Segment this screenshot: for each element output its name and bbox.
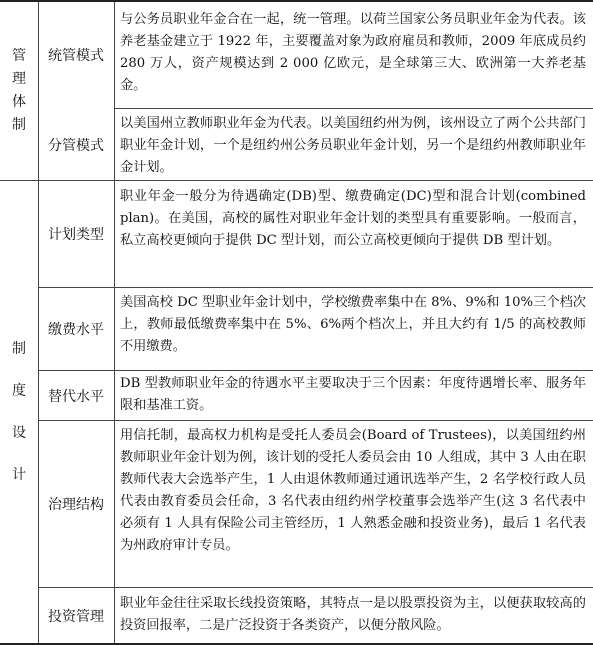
category-label: 制度设计 bbox=[11, 341, 26, 483]
row-divider bbox=[114, 108, 593, 109]
mode-label-separate: 分管模式 bbox=[48, 137, 104, 154]
row-description: DB 型教师职业年金的待遇水平主要取决于三个因素：年度待遇增长率、服务年限和基准工资。 bbox=[120, 376, 586, 413]
mode-label-unified: 统管模式 bbox=[48, 48, 104, 64]
row-divider bbox=[38, 287, 593, 288]
row-description: 用信托制，最高权力机构是受托人委员会(Board of Trustees)，以美国纽约州教师职业年金计划为例，该计划的受托人委员会由 10 人组成，其中 3 人由在职教师代表大会选举产生，1 人由退休教师通过通讯选举产生，2 名学校行政人员代表由教育委员会任命，3 名代表由纽约州学校董事会选举产生(这 3 名代表中必须有 1 人具有保险公司主管经历，1 人熟悉金融和投资业务)，最后 1 名代表为州政府审计专员。 bbox=[120, 428, 586, 553]
category-management-system bbox=[0, 2, 38, 180]
row-divider bbox=[38, 370, 593, 371]
mode-label-replacement: 替代水平 bbox=[48, 388, 104, 405]
row-description: 美国高校 DC 型职业年金计划中，学校缴费率集中在 8%、9%和 10%三个档次上，教师最低缴费率集中在 5%、6%两个档次上，并且大约有 1/5 的高校教师不用缴费。 bbox=[120, 295, 586, 354]
category-label: 管理体制 bbox=[11, 48, 26, 133]
mode-label-investment: 投资管理 bbox=[48, 608, 104, 625]
table-bottom-rule bbox=[0, 643, 593, 645]
row-description: 以美国州立教师职业年金为代表。以美国纽约州为例，该州设立了两个公共部门职业年金计划，一个是纽约州公务员职业年金计划，另一个是纽约州教师职业年金计划。 bbox=[120, 116, 586, 175]
column-divider-2 bbox=[114, 2, 115, 643]
row-divider bbox=[38, 420, 593, 421]
row-description: 与公务员职业年金合在一起，统一管理。以荷兰国家公务员职业年金为代表。该养老基金建立于 1922 年，主要覆盖对象为政府雇员和教师，2009 年底成员约 280 万人，资产规模达到 2 000 亿欧元，是全球第三大、欧洲第一大养老基金。 bbox=[120, 12, 586, 93]
mode-label-contribution: 缴费水平 bbox=[48, 322, 104, 338]
row-description: 职业年金往往采取长线投资策略，其特点一是以股票投资为主，以便获取较高的投资回报率，二是广泛投资于各类资产，以便分散风险。 bbox=[120, 596, 586, 633]
row-description: 职业年金一般分为待遇确定(DB)型、缴费确定(DC)型和混合计划(combined plan)。在美国，高校的属性对职业年金计划的类型具有重要影响。一般而言，私立高校更倾向于提供 DC 型计划，而公立高校更倾向于提供 DB 型计划。 bbox=[120, 189, 586, 248]
category-system-design bbox=[0, 181, 38, 643]
mode-label-plan-type: 计划类型 bbox=[48, 227, 104, 243]
row-divider bbox=[38, 587, 593, 588]
mode-label-governance: 治理结构 bbox=[48, 497, 104, 513]
